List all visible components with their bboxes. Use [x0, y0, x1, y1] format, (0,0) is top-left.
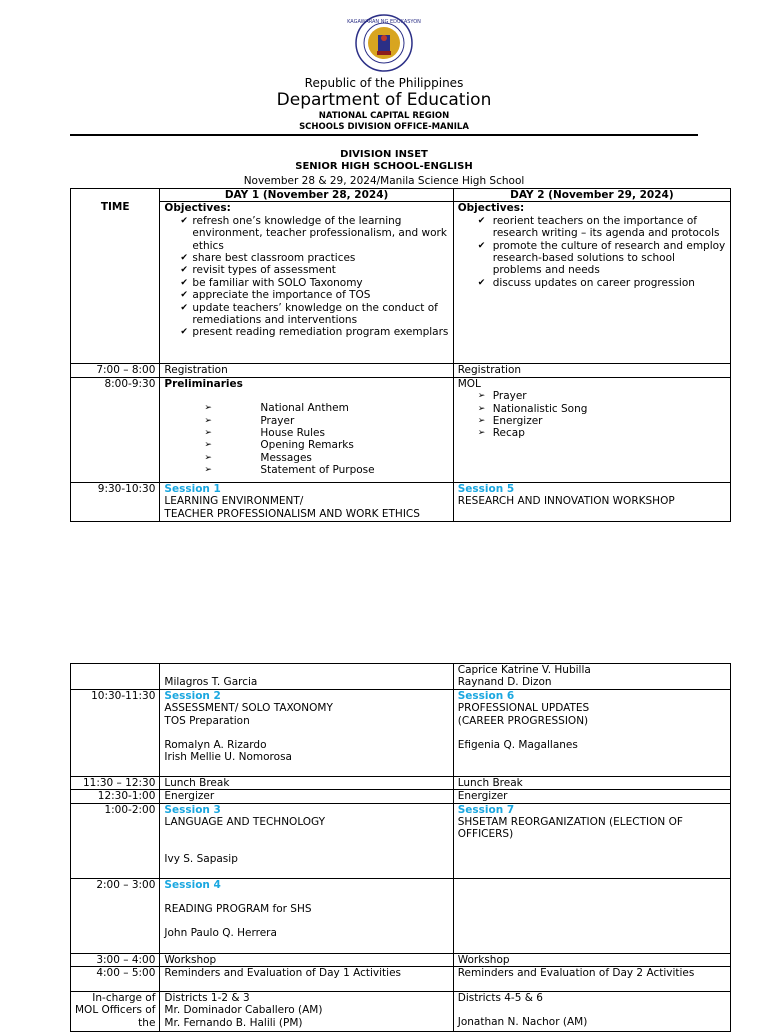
incharge-label: In-charge of MOL Officers of the	[71, 992, 160, 1032]
speaker-name: Ivy S. Sapasip	[164, 853, 238, 866]
schedule-table-page2	[70, 663, 731, 1032]
day1-objectives-cell	[160, 202, 453, 364]
deped-seal	[347, 14, 421, 72]
session5-speakers	[453, 664, 730, 690]
day2-energizer: Energizer	[453, 790, 730, 803]
time-cell: 7:00 – 8:00	[71, 364, 160, 377]
preliminaries-title: Preliminaries	[164, 377, 243, 390]
session-topic: ASSESSMENT/ SOLO TAXONOMY	[164, 702, 333, 715]
speaker-name: John Paulo Q. Herrera	[164, 927, 277, 940]
session7-cell	[453, 803, 730, 878]
preliminary-item: ➢ National Anthem	[164, 402, 448, 414]
session-topic: SHSETAM REORGANIZATION (ELECTION OF OFFICERS)	[457, 816, 683, 841]
time-cell: 12:30-1:00	[71, 790, 160, 803]
time-cell: 2:00 – 3:00	[71, 878, 160, 953]
day1-workshop: Workshop	[160, 953, 453, 966]
district-label: Districts 4-5 & 6	[457, 992, 543, 1005]
time-cell: 9:30-10:30	[71, 482, 160, 521]
session-topic: LEARNING ENVIRONMENT/	[164, 495, 304, 508]
seal-text: KAGAWARAN NG EDUKASYON	[347, 19, 421, 25]
time-cell: 10:30-11:30	[71, 689, 160, 776]
doc-date-venue: November 28 & 29, 2024/Manila Science High School	[243, 175, 525, 187]
day1-objectives-list	[164, 215, 448, 339]
objective-item: ✔ update teachers’ knowledge on the conduct of remediations and interventions	[164, 302, 448, 327]
session-topic: TOS Preparation	[164, 714, 250, 727]
doc-title: DIVISION INSET	[340, 149, 428, 160]
time-cell	[71, 664, 160, 690]
objective-item: ✔ be familiar with SOLO Taxonomy	[164, 277, 448, 289]
session-label: Session 1	[164, 482, 221, 495]
session-label: Session 6	[457, 689, 515, 702]
objective-item: ✔ discuss updates on career progression	[458, 277, 726, 289]
day1-evaluation: Reminders and Evaluation of Day 1 Activities	[160, 967, 453, 992]
time-header-cell	[71, 189, 160, 364]
time-label: TIME	[100, 201, 130, 213]
session-topic: RESEARCH AND INNOVATION WORKSHOP	[457, 495, 675, 508]
district-label: Districts 1-2 & 3	[164, 992, 250, 1005]
objectives-label: Objectives:	[164, 202, 231, 215]
day1-incharge	[160, 992, 453, 1032]
preliminary-item: ➢ Statement of Purpose	[164, 464, 448, 476]
day1-preliminaries-cell	[160, 377, 453, 482]
objective-item: ✔ refresh one’s knowledge of the learning environment, teacher professionalism, and work ethics	[164, 215, 448, 252]
day1-energizer: Energizer	[160, 790, 453, 803]
mol-title: MOL	[457, 377, 481, 390]
objectives-label: Objectives:	[457, 202, 525, 215]
mol-item: ➢ Recap	[458, 427, 726, 439]
session6-cell	[453, 689, 730, 776]
objective-item: ✔ share best classroom practices	[164, 252, 448, 264]
speaker-name: Irish Mellie U. Nomorosa	[164, 751, 292, 764]
day2-header: DAY 2 (November 29, 2024)	[453, 189, 730, 202]
day2-objectives-cell	[453, 202, 730, 364]
empty-cell	[453, 878, 730, 953]
republic-line: Republic of the Philippines	[304, 76, 464, 90]
day2-objectives-list	[458, 215, 726, 289]
session-topic: TEACHER PROFESSIONALISM AND WORK ETHICS	[164, 507, 420, 520]
session5-cell	[453, 482, 730, 521]
time-cell: 3:00 – 4:00	[71, 953, 160, 966]
objective-item: ✔ appreciate the importance of TOS	[164, 289, 448, 301]
time-cell: 4:00 – 5:00	[71, 967, 160, 992]
session3-cell	[160, 803, 453, 878]
preliminary-item: ➢ House Rules	[164, 427, 448, 439]
session-topic: LANGUAGE AND TECHNOLOGY	[164, 816, 326, 829]
session1-cell	[160, 482, 453, 521]
officer-name: Mr. Fernando B. Halili (PM)	[164, 1016, 303, 1029]
session-label: Session 7	[457, 803, 515, 816]
objective-item: ✔ revisit types of assessment	[164, 264, 448, 276]
day2-mol-cell	[453, 377, 730, 482]
preliminary-item: ➢ Prayer	[164, 415, 448, 427]
doc-subtitle: SENIOR HIGH SCHOOL-ENGLISH	[295, 161, 473, 172]
speaker-name: Raynand D. Dizon	[457, 676, 552, 689]
session-label: Session 3	[164, 803, 221, 816]
preliminary-item: ➢ Messages	[164, 452, 448, 464]
session-topic: PROFESSIONAL UPDATES	[457, 702, 590, 715]
session2-cell	[160, 689, 453, 776]
objective-item: ✔ present reading remediation program exemplars	[164, 326, 448, 338]
officer-name: Jonathan N. Nachor (AM)	[457, 1016, 588, 1029]
speaker-name: Caprice Katrine V. Hubilla	[457, 664, 591, 676]
schedule-table-page1	[70, 188, 731, 522]
day1-header: DAY 1 (November 28, 2024)	[160, 189, 453, 202]
session1-speaker: Milagros T. Garcia	[160, 664, 453, 690]
session-topic: READING PROGRAM for SHS	[164, 903, 312, 916]
session-label: Session 4	[164, 878, 221, 891]
session-topic: (CAREER PROGRESSION)	[457, 714, 589, 727]
session-label: Session 5	[457, 482, 515, 495]
region-line: NATIONAL CAPITAL REGION	[318, 111, 450, 121]
day2-workshop: Workshop	[453, 953, 730, 966]
objective-item: ✔ reorient teachers on the importance of research writing – its agenda and protocols	[458, 215, 726, 240]
session4-cell	[160, 878, 453, 953]
day2-registration: Registration	[453, 364, 730, 377]
time-cell: 11:30 – 12:30	[71, 776, 160, 789]
header-divider	[70, 134, 698, 136]
mol-item: ➢ Prayer	[458, 390, 726, 402]
preliminary-item: ➢ Opening Remarks	[164, 439, 448, 451]
day2-lunch: Lunch Break	[453, 776, 730, 789]
mol-list	[458, 390, 726, 440]
preliminaries-list	[164, 402, 448, 476]
speaker-name: Efigenia Q. Magallanes	[457, 739, 578, 752]
day2-incharge	[453, 992, 730, 1032]
mol-item: ➢ Energizer	[458, 415, 726, 427]
division-line: SCHOOLS DIVISION OFFICE-MANILA	[299, 122, 469, 132]
session-label: Session 2	[164, 689, 221, 702]
department-title: Department of Education	[276, 90, 492, 110]
mol-item: ➢ Nationalistic Song	[458, 403, 726, 415]
speaker-name: Romalyn A. Rizardo	[164, 739, 267, 752]
day1-registration: Registration	[160, 364, 453, 377]
objective-item: ✔ promote the culture of research and employ research-based solutions to school problems and needs	[458, 240, 726, 277]
time-cell: 1:00-2:00	[71, 803, 160, 878]
officer-name: Mr. Dominador Caballero (AM)	[164, 1004, 323, 1017]
time-cell: 8:00-9:30	[71, 377, 160, 482]
day1-lunch: Lunch Break	[160, 776, 453, 789]
day2-evaluation: Reminders and Evaluation of Day 2 Activities	[453, 967, 730, 992]
